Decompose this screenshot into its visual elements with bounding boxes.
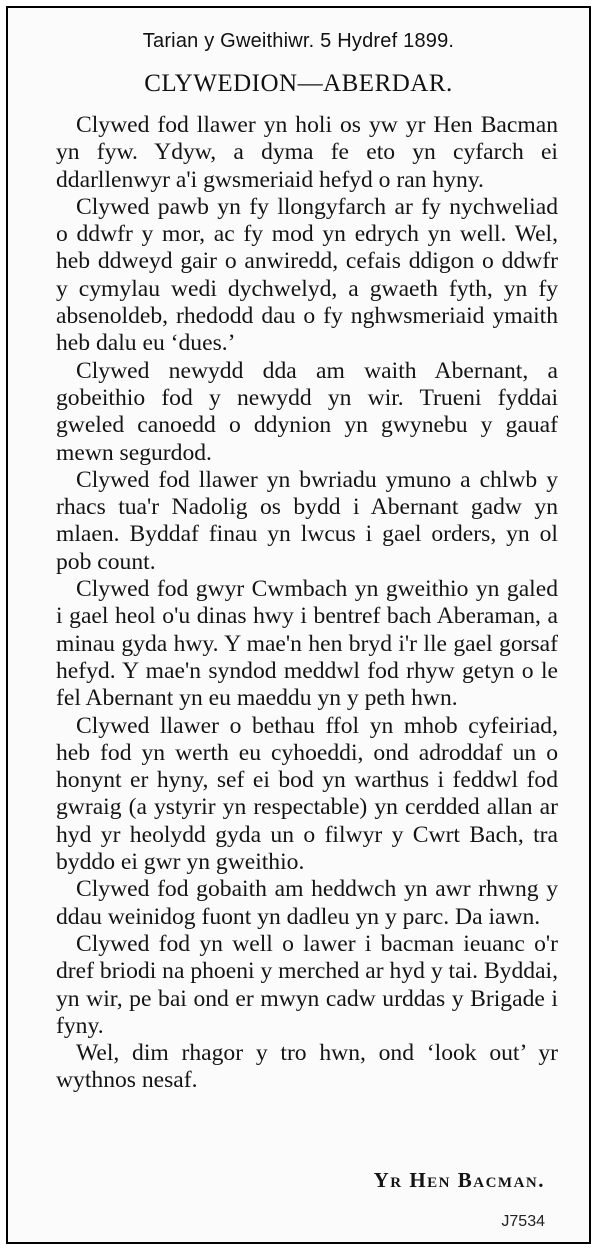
paragraph: Wel, dim rhagor y tro hwn, ond ‘look out’ yr wythnos nesaf.: [56, 1040, 558, 1094]
paragraph: Clywed fod llawer yn bwriadu ymuno a chlwb y rhacs tua'r Nadolig os bydd i Abernant gadw yn mlaen. Byddaf finau yn lwcus i gael orders, yn ol pob count.: [56, 466, 558, 575]
headline: CLYWEDION—ABERDAR.: [144, 70, 453, 97]
clipping-frame: [6, 6, 591, 1244]
paragraph: Clywed newydd dda am waith Abernant, a gobeithio fod y newydd yn wir. Trueni fyddai gweled canoedd o ddynion yn gwynebu y gauaf mewn segurdod.: [56, 357, 558, 466]
paragraph: Clywed llawer o bethau ffol yn mhob cyfeiriad, heb fod yn werth eu cyhoeddi, ond adroddaf un o honynt er hyny, sef ei bod yn warthus i feddwl fod gwraig (a ystyrir yn respectable) yn cerdded allan ar hyd yr heolydd gyda un o filwyr y Cwrt Bach, tra byddo ei gwr yn gweithio.: [56, 712, 558, 876]
paragraph: Clywed fod gobaith am heddwch yn awr rhwng y ddau weinidog fuont yn dadleu yn y parc. Da iawn.: [56, 876, 558, 930]
paragraph: Clywed pawb yn fy llongyfarch ar fy nychweliad o ddwfr y mor, ac fy mod yn edrych yn well. Wel, heb ddweyd gair o anwiredd, cefais ddigon o ddwfr y cymylau wedi dychwelyd, a gwaeth fyth, yn fy absenoldeb, rhedodd dau o fy nghwsmeriaid ymaith heb dalu eu ‘dues.’: [56, 193, 558, 357]
archive-reference: J7534: [501, 1213, 545, 1230]
paragraph: Clywed fod yn well o lawer i bacman ieuanc o'r dref briodi na phoeni y merched ar hyd y tai. Byddai, yn wir, pe bai ond er mwyn cadw urddas y Brigade i fyny.: [56, 930, 558, 1039]
paragraph: Clywed fod gwyr Cwmbach yn gweithio yn galed i gael heol o'u dinas hwy i bentref bach Aberaman, a minau gyda hwy. Y mae'n hen bryd i'r lle gael gorsaf hefyd. Y mae'n syndod meddwl fod rhyw getyn o le fel Abernant yn eu maeddu yn y peth hwn.: [56, 576, 558, 712]
author-signature: Yr Hen Bacman.: [373, 1168, 545, 1192]
source-citation: Tarian y Gweithiwr. 5 Hydref 1899.: [142, 30, 455, 52]
paragraph: Clywed fod llawer yn holi os yw yr Hen Bacman yn fyw. Ydyw, a dyma fe eto yn cyfarch ei ddarllenwyr a'i gwsmeriaid hefyd o ran hyny.: [56, 112, 558, 193]
article-body: [56, 112, 558, 1095]
